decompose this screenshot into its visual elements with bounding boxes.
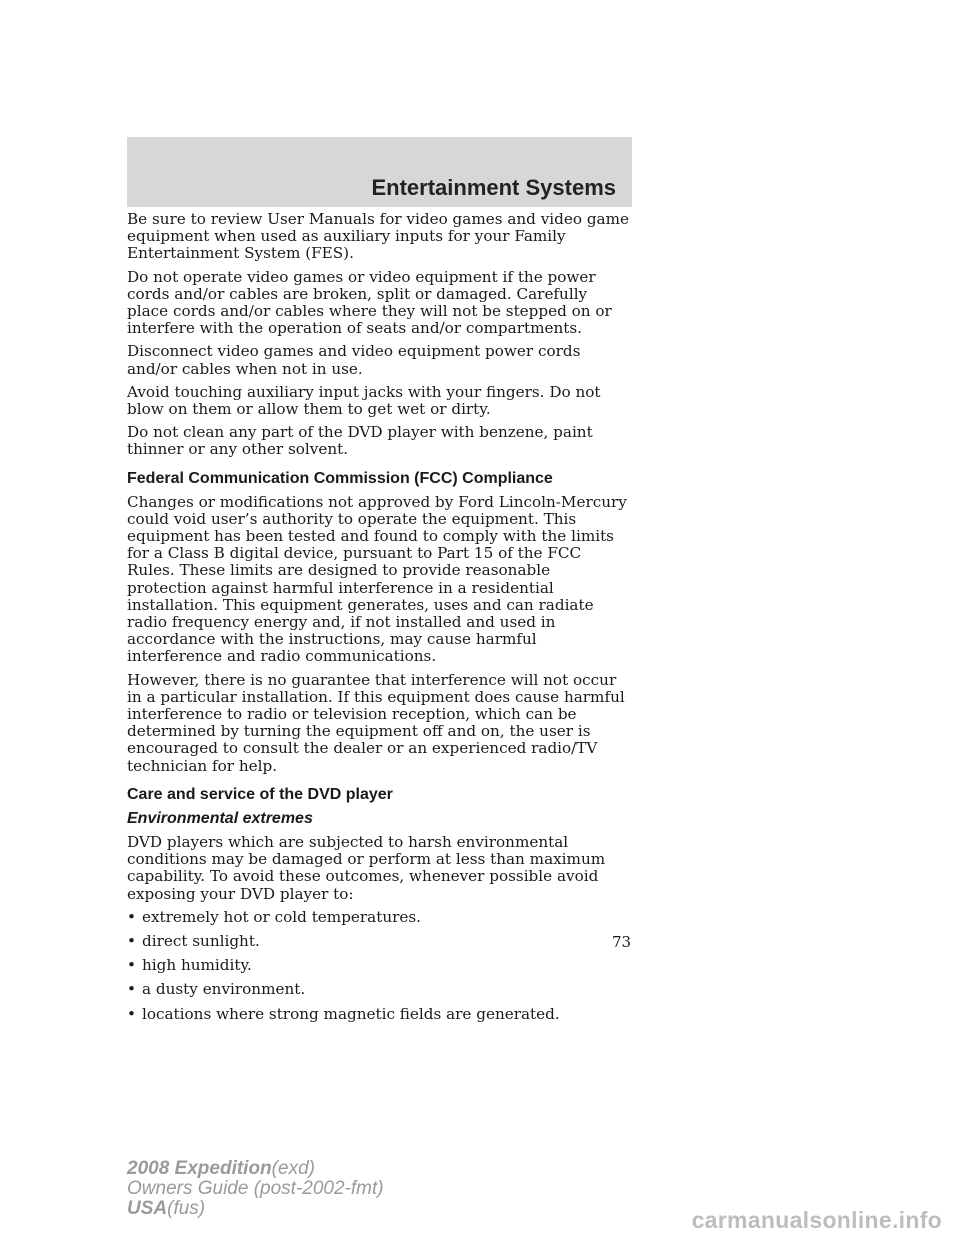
paragraph: Disconnect video games and video equipment power cords and/or cables when not in use. [127, 342, 581, 378]
paragraph: Be sure to review User Manuals for video games and video game equipment when used as auxiliary inputs for your Family Entertainment System (FES). [127, 210, 630, 263]
page-number: 73 [612, 933, 632, 951]
bullet-list [127, 909, 633, 1023]
footer-line-2: Owners Guide (post-2002-fmt) [127, 1178, 384, 1199]
list-item-text: extremely hot or cold temperatures. [142, 907, 421, 926]
footer-line-3 [127, 1199, 384, 1219]
section-header-band [127, 137, 632, 207]
footer-market-code: (fus) [167, 1198, 206, 1219]
section-title: Entertainment Systems [371, 175, 616, 200]
document-footer [127, 1159, 384, 1219]
fcc-heading: Federal Communication Commission (FCC) Compliance [127, 469, 553, 487]
bullet-icon: • [127, 956, 136, 975]
list-item-text: locations where strong magnetic fields are generated. [142, 1004, 560, 1023]
paragraph: Avoid touching auxiliary input jacks with your fingers. Do not blow on them or allow them to get wet or dirty. [127, 382, 601, 419]
paragraph: DVD players which are subjected to harsh environmental conditions may be damaged or perform at less than maximum capability. To avoid these outcomes, whenever possible avoid exposing your DVD player to: [127, 832, 606, 903]
paragraph: Do not operate video games or video equipment if the power cords and/or cables are broken, split or damaged. Carefully place cords and/or cables where they will not be stepped on or interfere with the operation of seats and/or compartments. [127, 267, 612, 338]
bullet-icon: • [127, 931, 136, 950]
list-item-text: a dusty environment. [142, 980, 306, 999]
list-item-text: direct sunlight. [142, 931, 260, 950]
environmental-subheading: Environmental extremes [127, 809, 313, 827]
list-item [127, 909, 633, 926]
bullet-icon: • [127, 907, 136, 926]
footer-model-code: (exd) [271, 1158, 315, 1179]
list-item [127, 957, 633, 974]
page-content [127, 211, 633, 1030]
list-item [127, 933, 633, 950]
site-watermark: carmanualsonline.info [691, 1207, 942, 1233]
footer-model: 2008 Expedition [127, 1158, 272, 1179]
list-item [127, 1006, 633, 1023]
footer-market: USA [127, 1198, 168, 1219]
care-heading: Care and service of the DVD player [127, 785, 393, 803]
list-item [127, 981, 633, 998]
footer-line-1 [127, 1159, 384, 1179]
bullet-icon: • [127, 980, 136, 999]
paragraph: However, there is no guarantee that interference will not occur in a particular installation. If this equipment does cause harmful interference to radio or television reception, which can be determined by turning the equipment off and on, the user is encouraged to consult the dealer or an experienced radio/TV technician for help. [127, 670, 625, 775]
paragraph: Changes or modifications not approved by Ford Lincoln-Mercury could void user’s authority to operate the equipment. This equipment has been tested and found to comply with the limits for a Class B digital device, pursuant to Part 15 of the FCC Rules. These limits are designed to provide reasonable protection against harmful interference in a residential installation. This equipment generates, uses and can radiate radio frequency energy and, if not installed and used in accordance with the instructions, may cause harmful interference and radio communications. [127, 492, 627, 666]
bullet-icon: • [127, 1004, 136, 1023]
paragraph: Do not clean any part of the DVD player with benzene, paint thinner or any other solvent. [127, 423, 593, 459]
list-item-text: high humidity. [142, 956, 252, 975]
